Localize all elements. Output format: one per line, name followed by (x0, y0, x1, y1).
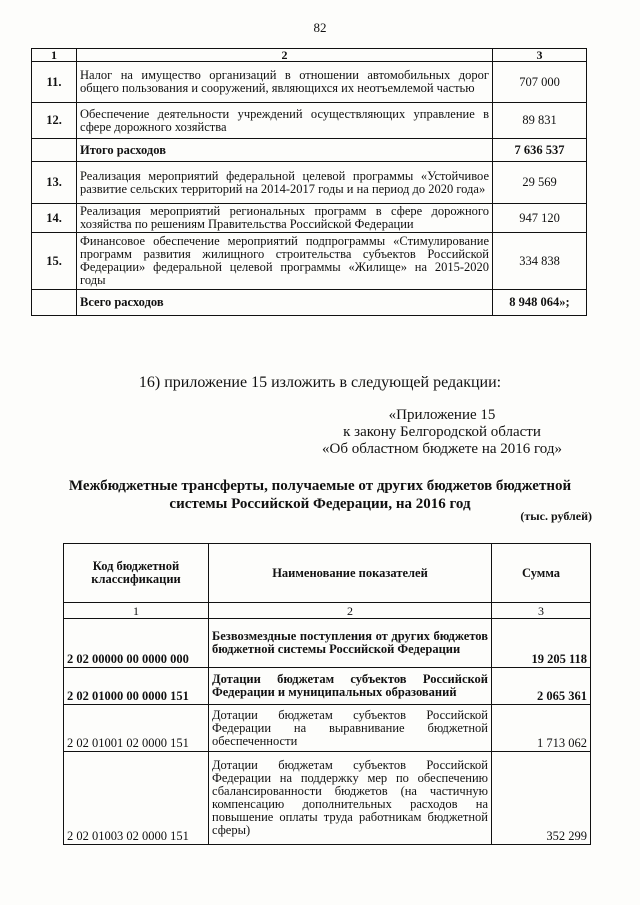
indicator-name: Безвозмездные поступления от других бюджетов бюджетной системы Российской Федерации (209, 619, 492, 668)
subtotal-value: 7 636 537 (493, 139, 587, 162)
row-number (32, 290, 77, 316)
budget-code: 2 02 01003 02 0000 151 (64, 752, 209, 845)
column-number-2: 2 (77, 49, 493, 62)
row-text: Реализация мероприятий региональных программ в сфере дорожного хозяйства по решениям Правительства Российской Федерации (77, 204, 493, 233)
total-label: Всего расходов (77, 290, 493, 316)
table-row (32, 204, 587, 233)
budget-code: 2 02 01001 02 0000 151 (64, 705, 209, 752)
table-row (32, 62, 587, 103)
total-value: 8 948 064»; (493, 290, 587, 316)
units-note: (тыс. рублей) (520, 509, 592, 523)
row-text: Реализация мероприятий федеральной целевой программы «Устойчивое развитие сельских территорий на 2014-2017 годы и на период до 2020 года» (77, 162, 493, 204)
column-number-2: 2 (209, 603, 492, 619)
budget-code: 2 02 00000 00 0000 000 (64, 619, 209, 668)
row-value: 89 831 (493, 103, 587, 139)
row-value: 947 120 (493, 204, 587, 233)
row-number: 11. (32, 62, 77, 103)
table-row (32, 103, 587, 139)
row-number: 14. (32, 204, 77, 233)
transfers-table (63, 543, 591, 845)
header-code: Код бюджетной классификации (64, 544, 209, 603)
header-name: Наименование показателей (209, 544, 492, 603)
row-number: 12. (32, 103, 77, 139)
header-amount: Сумма (492, 544, 591, 603)
amount: 352 299 (492, 752, 591, 845)
table-row (32, 233, 587, 290)
budget-code: 2 02 01000 00 0000 151 (64, 668, 209, 705)
row-number (32, 139, 77, 162)
table-row (64, 705, 591, 752)
expenses-table-continuation (31, 48, 587, 316)
subtotal-row (32, 139, 587, 162)
page-number: 82 (313, 20, 327, 35)
column-number-1: 1 (32, 49, 77, 62)
amount: 2 065 361 (492, 668, 591, 705)
column-number-3: 3 (493, 49, 587, 62)
title-line-1: Межбюджетные трансферты, получаемые от других бюджетов бюджетной (68, 478, 572, 494)
row-value: 707 000 (493, 62, 587, 103)
row-number: 13. (32, 162, 77, 204)
appendix-line-1: «Приложение 15 (388, 407, 496, 423)
title-line-2: системы Российской Федерации, на 2016 год (169, 496, 471, 512)
subtotal-label: Итого расходов (77, 139, 493, 162)
indicator-name: Дотации бюджетам субъектов Российской Федерации на выравнивание бюджетной обеспеченности (209, 705, 492, 752)
column-number-3: 3 (492, 603, 591, 619)
total-row (32, 290, 587, 316)
document-title (30, 477, 610, 513)
appendix-line-2: к закону Белгородской области (343, 424, 541, 440)
table-header-row (64, 544, 591, 603)
indicator-name: Дотации бюджетам субъектов Российской Федерации на поддержку мер по обеспечению сбалансированности бюджетов (на частичную компенсацию дополнительных расходов на повышение оплаты труда работникам бюджетной сферы) (209, 752, 492, 845)
amount: 19 205 118 (492, 619, 591, 668)
row-text: Финансовое обеспечение мероприятий подпрограммы «Стимулирование программ развития жилищного строительства субъектов Российской Федерации» федеральной целевой программы «Жилище» на 2015-2020 годы (77, 233, 493, 290)
table-row (64, 752, 591, 845)
row-number: 15. (32, 233, 77, 290)
table-row (64, 619, 591, 668)
amendment-directive: 16) приложение 15 изложить в следующей редакции: (138, 374, 502, 391)
row-text: Обеспечение деятельности учреждений осуществляющих управление в сфере дорожного хозяйства (77, 103, 493, 139)
table-header-row (32, 49, 587, 62)
indicator-name: Дотации бюджетам субъектов Российской Федерации и муниципальных образований (209, 668, 492, 705)
table-row (32, 162, 587, 204)
column-numbers-row (64, 603, 591, 619)
row-text: Налог на имущество организаций в отношении автомобильных дорог общего пользования и сооружений, являющихся их неотъемлемой частью (77, 62, 493, 103)
column-number-1: 1 (64, 603, 209, 619)
appendix-line-3: «Об областном бюджете на 2016 год» (322, 441, 562, 457)
appendix-reference (322, 407, 562, 458)
row-value: 29 569 (493, 162, 587, 204)
amount: 1 713 062 (492, 705, 591, 752)
table-row (64, 668, 591, 705)
row-value: 334 838 (493, 233, 587, 290)
